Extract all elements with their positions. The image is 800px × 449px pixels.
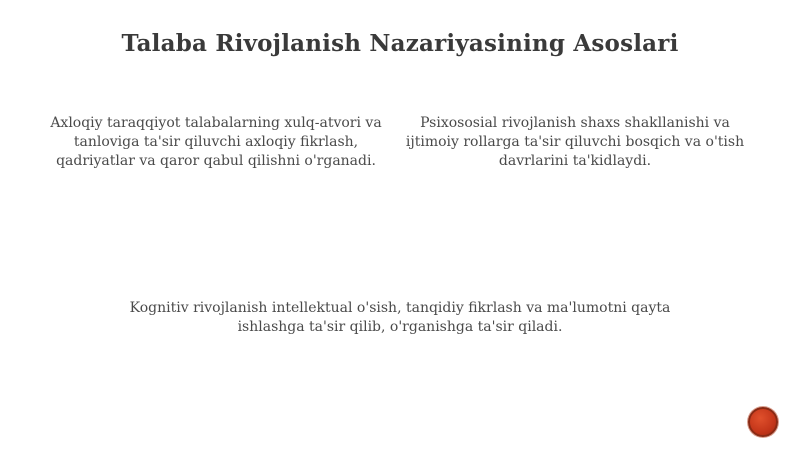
moral-development-text: Axloqiy taraqqiyot talabalarning xulq-atvori va tanloviga ta'sir qiluvchi axloqiy fikrlash, qadriyatlar va qaror qabul qilishni o'rganadi.	[50, 115, 382, 169]
next-slide-button[interactable]	[748, 407, 778, 437]
slide-title: Talaba Rivojlanish Nazariyasining Asoslari	[121, 30, 679, 57]
cognitive-development-text: Kognitiv rivojlanish intellektual o'sish, tanqidiy fikrlash va ma'lumotni qayta ishlashga ta'sir qilib, o'rganishga ta'sir qiladi.	[129, 300, 671, 335]
psychosocial-development-text: Psixososial rivojlanish shaxs shakllanishi va ijtimoiy rollarga ta'sir qiluvchi bosqich va o'tish davrlarini ta'kidlaydi.	[405, 115, 745, 169]
